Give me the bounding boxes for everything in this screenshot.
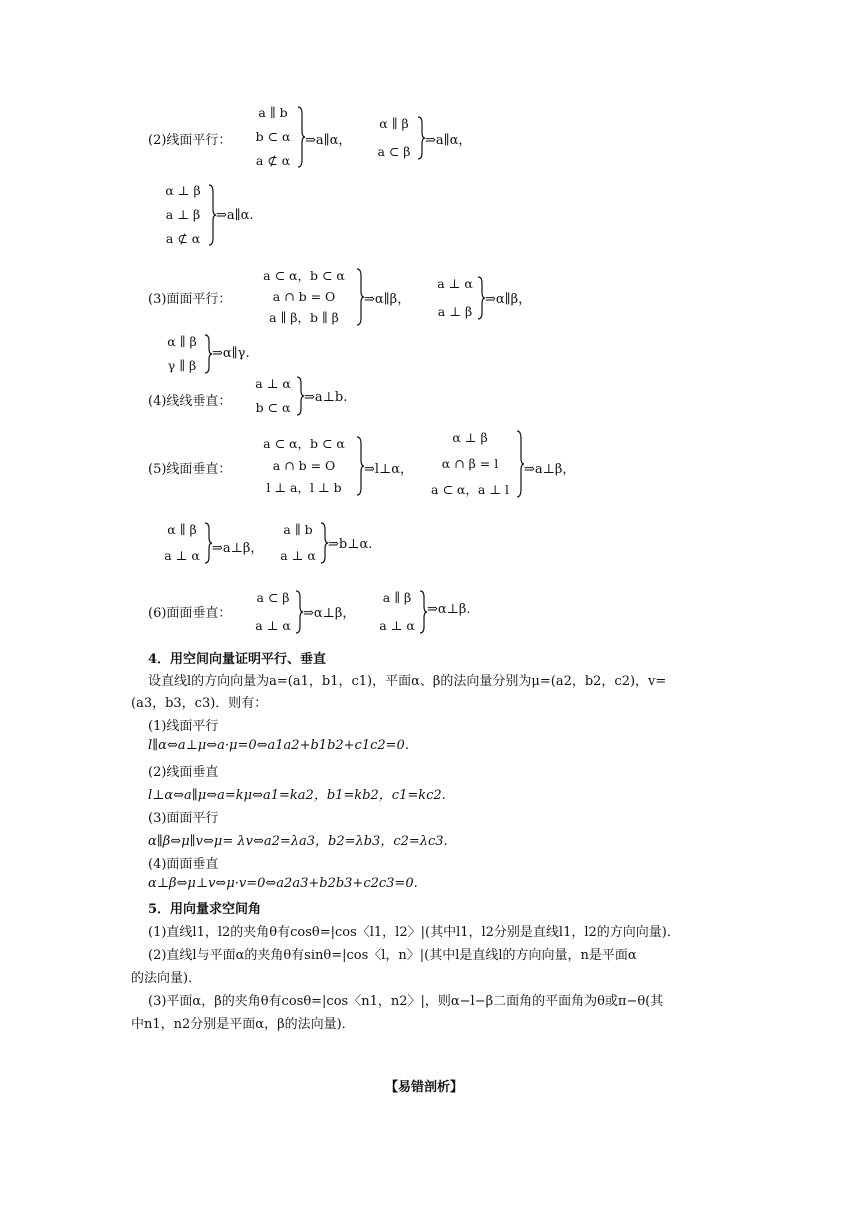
item-1-formula: l∥α⇔a⊥μ⇔a·μ=0⇔a1a2+b1b2+c1c2=0. — [148, 738, 409, 753]
s2-result-3: ⇒a∥α. — [216, 208, 254, 223]
item-2-title: (2)线面垂直 — [148, 765, 219, 780]
s5-result-2: ⇒a⊥β， — [524, 462, 576, 477]
s3-g1-line2: a ∩ b = O — [272, 288, 336, 304]
paragraph-5-2-line2: 的法向量)． — [131, 971, 202, 986]
s2-g3-line2: a ⊥ β — [165, 206, 201, 222]
item-1-title: (1)线面平行 — [148, 719, 219, 734]
s5-condition-group-2 — [422, 432, 518, 496]
right-brace-icon — [516, 430, 524, 498]
s6-g2-line1: a ∥ β — [382, 590, 412, 605]
paragraph-4-line1: 设直线l的方向向量为a=(a1，b1，c1)，平面α、β的法向量分别为μ=(a2，b2，c2)，v= — [148, 674, 667, 689]
section-4-label: (4)线线垂直： — [148, 394, 232, 409]
right-brace-icon — [296, 376, 304, 416]
paragraph-5-3-line2: 中n1，n2分别是平面α，β的法向量)． — [131, 1017, 355, 1032]
right-brace-icon — [419, 590, 427, 634]
s5-g2-line1: α ⊥ β — [452, 430, 488, 445]
s2-g1-line1: a ∥ b — [258, 105, 288, 120]
item-4-title: (4)面面垂直 — [148, 857, 219, 872]
right-brace-icon — [417, 116, 425, 160]
s5-g3-line2: a ⊥ α — [164, 547, 200, 563]
right-brace-icon — [295, 590, 303, 634]
s2-g1-line3: a ⊄ α — [255, 152, 291, 168]
s5-condition-group-1 — [250, 438, 358, 494]
item-4-formula: α⊥β⇔μ⊥v⇔μ·v=0⇔a2a3+b2b3+c2c3=0. — [148, 876, 418, 891]
s5-g1-line1: a ⊂ α，b ⊂ α — [263, 436, 345, 451]
s5-result-1: ⇒l⊥α， — [364, 462, 414, 477]
right-brace-icon — [204, 522, 212, 564]
item-3-title: (3)面面平行 — [148, 811, 219, 826]
s3-condition-group-2 — [432, 278, 478, 318]
s5-g1-line2: a ∩ b = O — [272, 457, 336, 473]
s2-g2-line1: α ∥ β — [379, 116, 409, 131]
s2-g3-line1: α ⊥ β — [165, 183, 201, 198]
s2-condition-group-3 — [160, 185, 206, 245]
s6-g1-line2: a ⊥ α — [255, 617, 291, 633]
paragraph-4-line2: (a3，b3，c3)．则有： — [131, 696, 268, 711]
s3-condition-group-1 — [250, 270, 358, 324]
section-3-label: (3)面面平行： — [148, 292, 232, 307]
s3-condition-group-3 — [160, 336, 204, 372]
s2-g3-line3: a ⊄ α — [165, 230, 201, 246]
item-2-formula: l⊥α⇔a∥μ⇔a=kμ⇔a1=ka2，b1=kb2，c1=kc2. — [148, 788, 446, 803]
s6-result-1: ⇒α⊥β， — [303, 606, 356, 621]
s5-g2-line2: α ∩ β = l — [441, 455, 499, 471]
paragraph-5-2-line1: (2)直线l与平面α的夹角θ有sinθ=|cos〈l，n〉|(其中l是直线l的方向向量，n是平面α — [148, 948, 637, 963]
paragraph-5-3-line1: (3)平面α，β的夹角θ有cosθ=|cos〈n1，n2〉|，则α−l−β二面角的平面角为θ或π−θ(其 — [148, 994, 664, 1009]
section-5-label: (5)线面垂直： — [148, 462, 232, 477]
s3-g1-line1: a ⊂ α，b ⊂ α — [263, 268, 345, 283]
right-brace-icon — [204, 334, 212, 374]
s4-condition-group-1 — [250, 378, 296, 414]
s3-g3-line1: α ∥ β — [167, 334, 197, 349]
s4-result-1: ⇒a⊥b. — [304, 390, 348, 405]
s2-g1-line2: b ⊂ α — [255, 128, 291, 144]
heading-4: 4．用空间向量证明平行、垂直 — [148, 652, 327, 667]
right-brace-icon — [320, 522, 328, 564]
right-brace-icon — [356, 436, 364, 496]
s5-g3-line1: α ∥ β — [167, 522, 197, 537]
s4-g1-line2: b ⊂ α — [255, 399, 291, 415]
item-3-formula: α∥β⇔μ∥v⇔μ= λv⇔a2=λa3，b2=λb3，c2=λc3. — [148, 834, 448, 849]
s2-result-2: ⇒a∥α， — [425, 133, 472, 148]
s6-condition-group-1 — [250, 592, 296, 632]
s2-g2-line2: a ⊂ β — [377, 143, 411, 159]
right-brace-icon — [208, 184, 216, 246]
s5-g4-line1: a ∥ b — [283, 522, 313, 537]
s3-g2-line1: a ⊥ α — [437, 276, 473, 291]
section-2-label: (2)线面平行： — [148, 133, 232, 148]
section-footer-heading: 【易错剖析】 — [385, 1080, 464, 1095]
s2-result-1: ⇒a∥α， — [305, 133, 352, 148]
s6-g1-line1: a ⊂ β — [256, 590, 290, 605]
s5-condition-group-3 — [160, 524, 204, 562]
heading-5: 5．用向量求空间角 — [148, 902, 262, 917]
section-6-label: (6)面面垂直： — [148, 606, 232, 621]
right-brace-icon — [477, 276, 485, 320]
s5-g4-line2: a ⊥ α — [280, 547, 316, 563]
s4-g1-line1: a ⊥ α — [255, 376, 291, 391]
s2-condition-group-2 — [370, 118, 418, 158]
s6-result-2: ⇒α⊥β. — [427, 602, 471, 617]
paragraph-5-1: (1)直线l1，l2的夹角θ有cosθ=|cos〈l1，l2〉|(其中l1，l2分别是直线l1，l2的方向向量)． — [148, 925, 680, 940]
s3-result-2: ⇒α∥β， — [485, 292, 532, 307]
right-brace-icon — [297, 106, 305, 168]
right-brace-icon — [356, 268, 364, 326]
s3-g3-line2: γ ∥ β — [167, 357, 197, 373]
s5-g2-line3: a ⊂ α，a ⊥ l — [431, 481, 509, 497]
s5-result-3: ⇒a⊥β， — [212, 541, 264, 556]
s3-result-3: ⇒α∥γ. — [212, 346, 250, 361]
s3-g2-line2: a ⊥ β — [437, 303, 473, 319]
s5-g1-line3: l ⊥ a，l ⊥ b — [266, 479, 342, 495]
s3-result-1: ⇒α∥β， — [364, 292, 411, 307]
s5-result-4: ⇒b⊥α. — [328, 537, 373, 552]
s5-condition-group-4 — [276, 524, 320, 562]
s6-condition-group-2 — [374, 592, 420, 632]
s6-g2-line2: a ⊥ α — [379, 617, 415, 633]
s2-condition-group-1 — [250, 107, 296, 167]
s3-g1-line3: a ∥ β，b ∥ β — [269, 309, 339, 325]
